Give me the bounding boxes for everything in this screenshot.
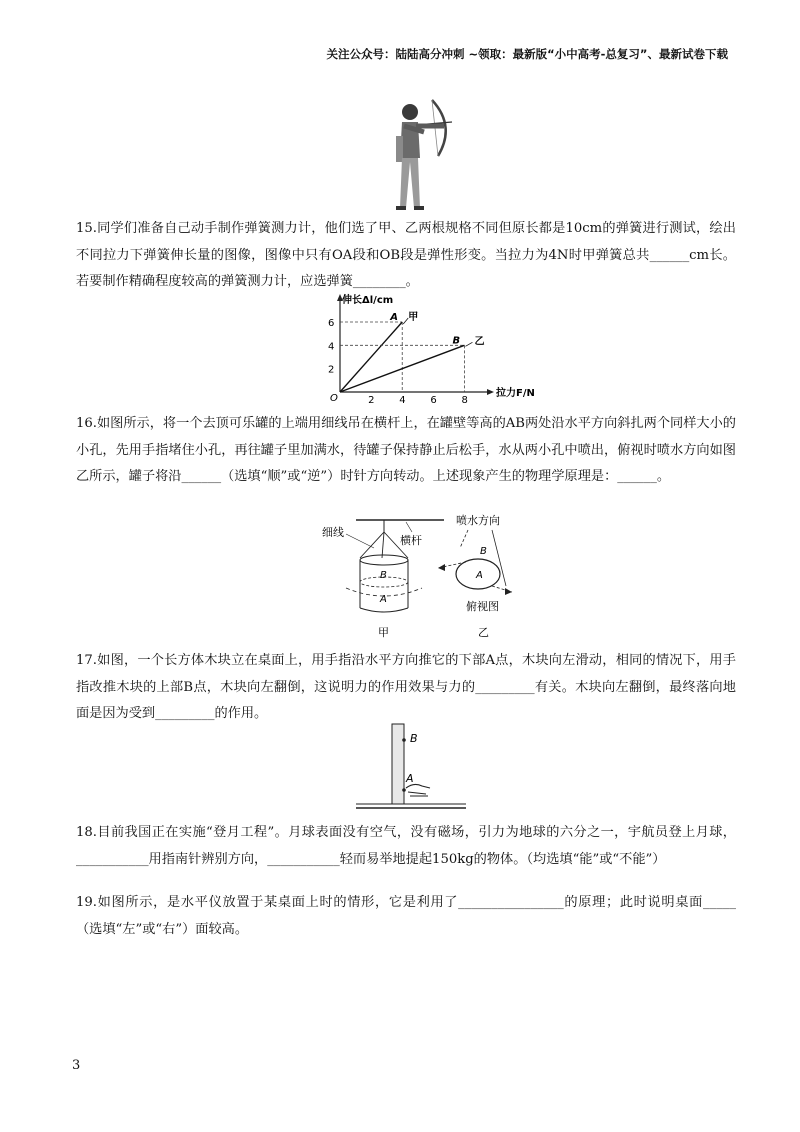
caption-yi: 乙 bbox=[478, 626, 489, 639]
thread-label: 细线 bbox=[322, 526, 344, 539]
label-a-left: A bbox=[380, 594, 387, 605]
origin-label: O bbox=[330, 393, 338, 404]
series-name-label: 乙 bbox=[474, 336, 485, 348]
question-15 bbox=[76, 216, 736, 296]
question-19-text: 19.如图所示，是水平仪放置于某桌面上时的情形，它是利用了________________的原理；此时说明桌面_____（选填“左”或“右”）面较高。 bbox=[76, 895, 736, 937]
label-b-left: B bbox=[380, 570, 387, 581]
series-name-label: 甲 bbox=[408, 312, 419, 323]
spray-direction-label: 喷水方向 bbox=[456, 514, 500, 527]
x-axis-label: 拉力F/N bbox=[496, 388, 535, 399]
y-tick-label: 4 bbox=[328, 341, 335, 353]
label-a-right: A bbox=[476, 570, 483, 581]
series-end-label: B bbox=[452, 335, 461, 347]
question-18 bbox=[76, 820, 736, 873]
label-b-block: B bbox=[410, 732, 418, 745]
y-axis-label: 伸长Δl/cm bbox=[342, 295, 394, 306]
question-16-text: 16.如图所示，将一个去顶可乐罐的上端用细线吊在横杆上，在罐壁等高的AB两处沿水平方向斜扎两个同样大小的小孔，先用手指堵住小孔，再往罐子里加满水，待罐子保持静止后松手，水从两小孔中喷出，俯视时喷水方向如图乙所示，罐子将沿______（选填“顺”或“逆”）时针方向转动。上述现象产生的物理学原理是：______。 bbox=[76, 416, 736, 484]
x-tick-label: 8 bbox=[461, 395, 468, 406]
block-figure bbox=[352, 722, 472, 814]
question-18-text: 18.目前我国正在实施“登月工程”。月球表面没有空气，没有磁场，引力为地球的六分之一，宇航员登上月球，___________用指南针辨别方向，___________轻而易举地提起150kg的物体。（均选填“能”或“不能”） bbox=[76, 825, 736, 867]
series-name-leader bbox=[465, 342, 472, 346]
question-17-text: 17.如图，一个长方体木块立在桌面上，用手指沿水平方向推它的下部A点，木块向左滑动，相同的情况下，用手指改推木块的上部B点，木块向左翻倒，这说明力的作用效果与力的_________有关。木块向左翻倒，最终落向地面是因为受到_________的作用。 bbox=[76, 653, 736, 721]
x-tick-label: 2 bbox=[368, 395, 375, 406]
x-tick-label: 6 bbox=[430, 395, 437, 406]
archer-figure bbox=[386, 96, 466, 214]
y-tick-label: 6 bbox=[328, 318, 335, 329]
top-view-label: 俯视图 bbox=[466, 600, 499, 613]
question-15-text: 15.同学们准备自己动手制作弹簧测力计，他们选了甲、乙两根规格不同但原长都是10cm的弹簧进行测试，绘出不同拉力下弹簧伸长量的图像，图像中只有OA段和OB段是弹性形变。当拉力为4N时甲弹簧总共______cm长。若要制作精确程度较高的弹簧测力计，应选弹簧________。 bbox=[76, 221, 736, 289]
series-end-label: A bbox=[390, 312, 398, 323]
question-19 bbox=[76, 890, 736, 943]
page-number: 3 bbox=[72, 1058, 81, 1073]
question-16 bbox=[76, 411, 736, 491]
series-line bbox=[340, 322, 402, 392]
label-a-block: A bbox=[406, 772, 414, 785]
x-axis-arrow bbox=[487, 389, 494, 395]
bar-label: 横杆 bbox=[400, 534, 422, 547]
caption-jia: 甲 bbox=[378, 626, 389, 639]
question-17 bbox=[76, 648, 736, 728]
spring-extension-chart bbox=[318, 292, 535, 406]
y-tick-label: 2 bbox=[328, 364, 335, 376]
page-header: 关注公众号：陆陆高分冲刺 ~领取：最新版“小中高考-总复习”、最新试卷下载 bbox=[326, 47, 728, 61]
x-tick-label: 4 bbox=[399, 395, 406, 406]
label-b-right: B bbox=[480, 546, 487, 557]
can-figure bbox=[316, 512, 546, 642]
